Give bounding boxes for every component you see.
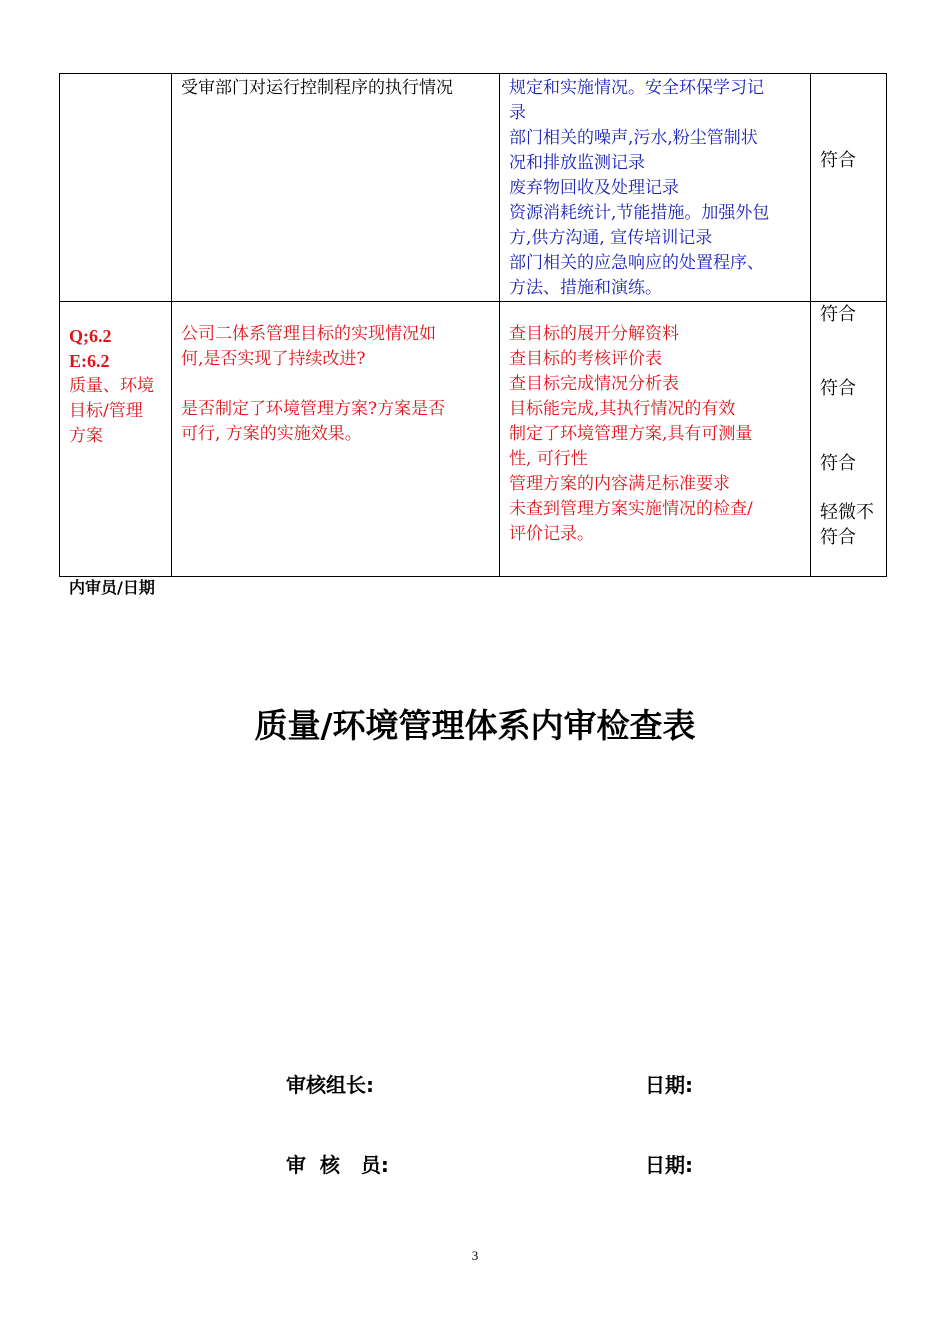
question-line: 可行, 方案的实施效果。	[181, 424, 362, 444]
evidence-cell	[500, 74, 811, 302]
evidence-line: 查目标的考核评价表	[509, 349, 662, 369]
verdict-cell	[811, 302, 887, 577]
internal-auditor-date-label: 内审员/日期	[69, 578, 155, 597]
evidence-line: 部门相关的应急响应的处置程序、	[509, 253, 764, 273]
clause-name-line: 方案	[69, 426, 103, 446]
question-line: 何,是否实现了持续改进?	[181, 349, 366, 369]
auditor-date-label: 日期:	[645, 1153, 693, 1177]
evidence-line: 方法、措施和演练。	[509, 278, 662, 298]
verdict-text: 符合	[820, 527, 856, 548]
question-line: 是否制定了环境管理方案?方案是否	[181, 399, 446, 419]
evidence-line: 方,供方沟通, 宣传培训记录	[509, 228, 713, 248]
evidence-line: 部门相关的噪声,污水,粉尘管制状	[509, 128, 758, 148]
question-text: 受审部门对运行控制程序的执行情况	[181, 78, 453, 98]
clause-cell	[60, 302, 172, 577]
verdict-cell	[811, 74, 887, 302]
evidence-line: 评价记录。	[509, 524, 594, 544]
audit-leader-date-label: 日期:	[645, 1073, 693, 1097]
page-number: 3	[471, 1248, 479, 1263]
table-row	[60, 74, 887, 302]
clause-e-code: E:6.2	[69, 351, 110, 371]
evidence-line: 管理方案的内容满足标准要求	[509, 474, 730, 494]
audit-checklist-table	[59, 73, 887, 577]
question-cell	[172, 74, 500, 302]
evidence-line: 废弃物回收及处理记录	[509, 178, 679, 198]
clause-name-line: 目标/管理	[69, 401, 143, 421]
evidence-line: 规定和实施情况。安全环保学习记	[509, 78, 764, 98]
evidence-line: 制定了环境管理方案,具有可测量	[509, 424, 753, 444]
evidence-line: 未查到管理方案实施情况的检查/	[509, 499, 753, 519]
verdict-text: 符合	[820, 150, 856, 171]
auditor-label: 审 核 员:	[286, 1153, 389, 1177]
evidence-line: 查目标的展开分解资料	[509, 324, 679, 344]
verdict-text: 符合	[820, 378, 856, 399]
evidence-line: 资源消耗统计,节能措施。加强外包	[509, 203, 770, 223]
evidence-line: 录	[509, 103, 526, 123]
evidence-line: 况和排放监测记录	[509, 153, 645, 173]
question-cell	[172, 302, 500, 577]
page-title: 质量/环境管理体系内审检查表	[254, 706, 696, 745]
verdict-text: 符合	[820, 453, 856, 474]
clause-text	[60, 74, 171, 76]
clause-cell	[60, 74, 172, 302]
evidence-line: 查目标完成情况分析表	[509, 374, 679, 394]
question-line: 公司二体系管理目标的实现情况如	[181, 324, 436, 344]
audit-leader-label: 审核组长:	[286, 1073, 374, 1097]
verdict-text: 符合	[820, 304, 856, 325]
table-row	[60, 302, 887, 577]
verdict-text: 轻微不	[820, 502, 874, 523]
clause-q-code: Q;6.2	[69, 326, 112, 346]
clause-name-line: 质量、环境	[69, 376, 154, 396]
evidence-line: 性, 可行性	[509, 449, 588, 469]
evidence-cell	[500, 302, 811, 577]
evidence-line: 目标能完成,其执行情况的有效	[509, 399, 736, 419]
